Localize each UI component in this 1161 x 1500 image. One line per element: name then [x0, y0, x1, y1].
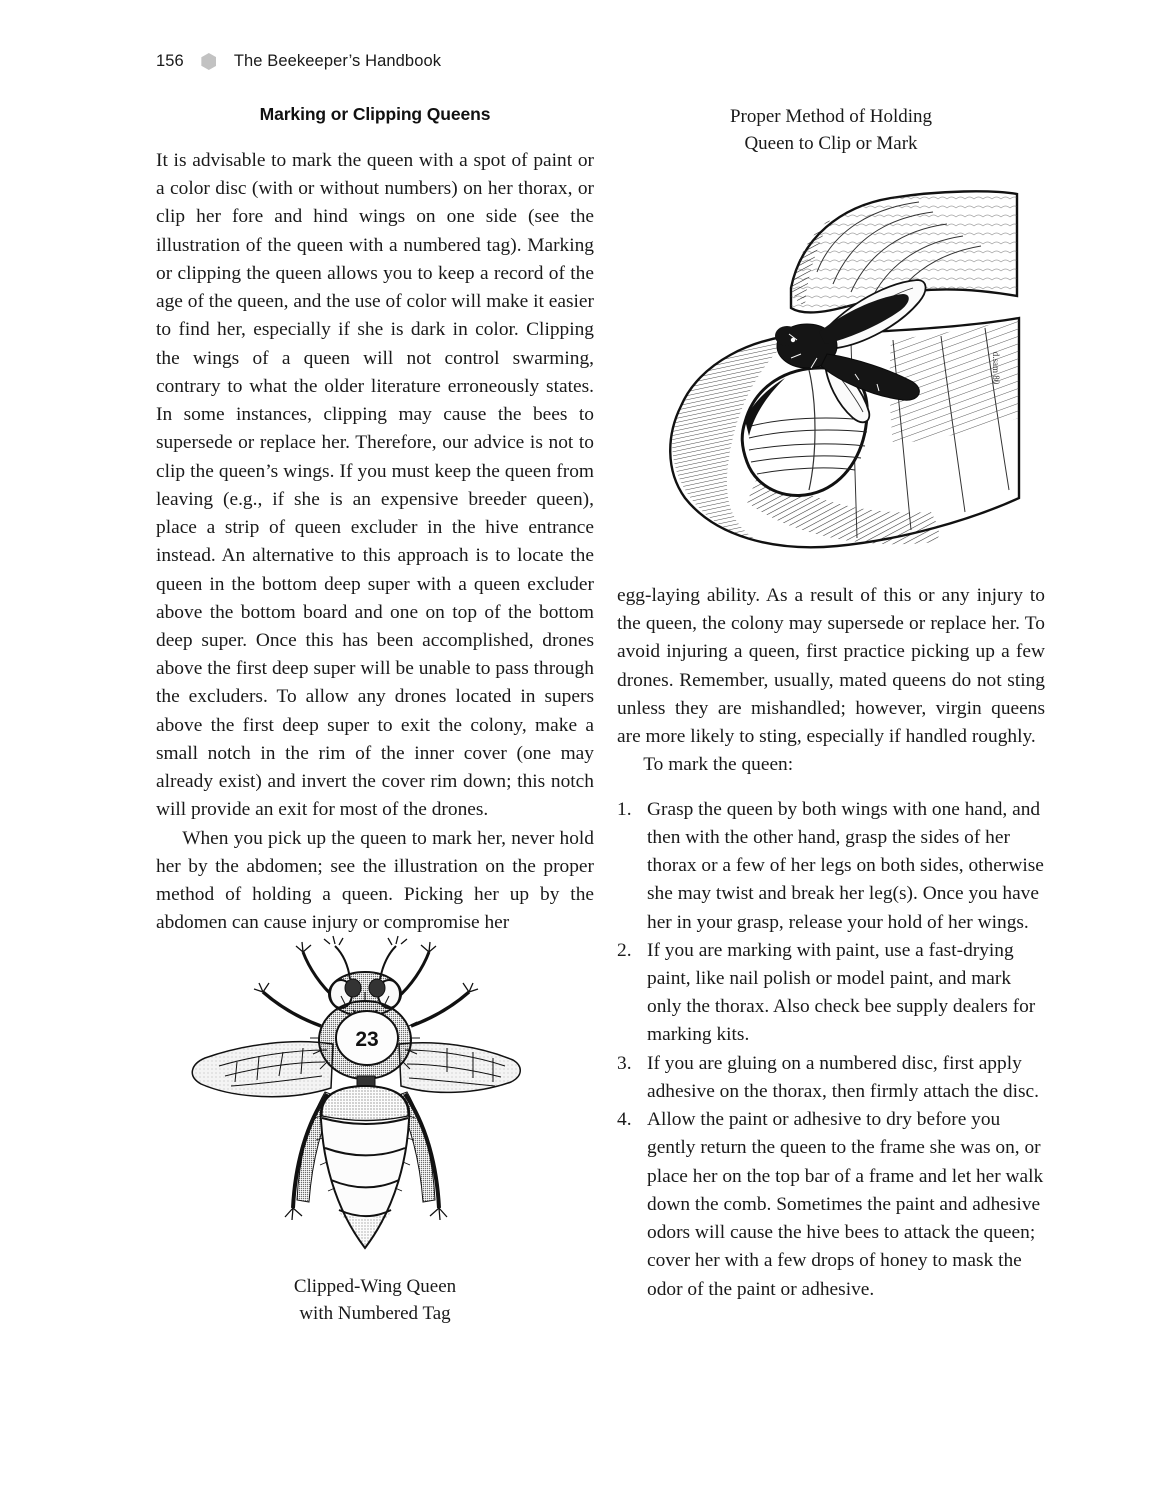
figure-clipped-wing-queen — [156, 916, 594, 1328]
running-head — [156, 52, 441, 71]
figure-hand-title-line2: Queen to Clip or Mark — [744, 132, 918, 154]
figure-bee-caption — [156, 1274, 594, 1328]
clipped-wing-queen-illustration — [175, 916, 575, 1266]
list-item: Grasp the queen by both wings with one hand, and then with the other hand, grasp the sides of her thorax or a few of her legs on both sides, otherwise she may twist and break her leg(s). Once you have her in your grasp, release your hold of her wings. — [647, 798, 1044, 933]
book-title: The Beekeeper’s Handbook — [233, 52, 442, 70]
figure-hand-title — [617, 104, 1045, 158]
list-item: If you are marking with paint, use a fast-drying paint, like nail polish or model paint, and mark only the thorax. Also check bee supply dealers for marking kits. — [647, 939, 1036, 1046]
right-column — [617, 104, 1045, 1304]
list-item: Allow the paint or adhesive to dry before you gently return the queen to the frame she was on, or place her on the top bar of a frame and let her walk down the comb. Sometimes the paint and adhesive odors will cause the hive bees to attack the queen; cover her with a few drops of honey to mask the odor of the paint or adhesive. — [647, 1109, 1044, 1300]
figure-bee-caption-line1: Clipped-Wing Queen — [293, 1276, 457, 1297]
tag-number: 23 — [355, 1028, 379, 1051]
figure-bee-caption-line2: with Numbered Tag — [299, 1302, 451, 1324]
figure-hand-title-line1: Proper Method of Holding — [729, 106, 933, 127]
list-item: If you are gluing on a numbered disc, first apply adhesive on the thorax, then firmly attach the disc. — [647, 1052, 1039, 1102]
left-paragraph-1: It is advisable to mark the queen with a spot of paint or a color disc (with or without numbers) on her thorax, or clip her fore and hind wings on one side (see the illustration of the queen with a numbered tag). Marking or clipping the queen allows you to keep a record of the age of the queen, and the use of color will make it easier to find her, especially if she is dark in color. Clipping the wings of a queen will not control swarming, contrary to what the older literature erroneously states. In some instances, clipping may cause the bees to supersede or replace her. Therefore, our advice is not to clip the queen’s wings. If you must keep the queen from leaving (e.g., if she is an expensive breeder queen), place a strip of queen excluder in the hive entrance instead. An alternative to this approach is to locate the queen in the bottom deep super with a queen excluder above the bottom board and one on top of the bottom deep super. Once this has been accomplished, drones above the first deep super will be unable to pass through the excluders. To allow any drones located in supers above the first deep super to exit the colony, make a small notch in the rim of the inner cover (one may already exist) and invert the cover rim down; this notch will provide an exit for most of the drones. — [156, 150, 594, 821]
left-paragraph-2: When you pick up the queen to mark her, never hold her by the abdomen; see the illustration on the proper method of holding a queen. Picking her up by the abdomen can cause injury or compromise her — [156, 827, 594, 934]
page-folio: 156 — [156, 52, 184, 70]
left-column — [156, 104, 594, 938]
artist-signature: d.sam 80 — [991, 351, 1001, 385]
section-title: Marking or Clipping Queens — [259, 104, 491, 124]
right-paragraph-1: egg-laying ability. As a result of this or any injury to the queen, the colony may supersede or replace her. To avoid injuring a queen, first practice picking up a few drones. Remember, usually, mated queens do not sting unless they are mishandled; however, virgin queens are more likely to sting, especially if handled roughly. — [617, 584, 1045, 748]
hexagon-icon — [184, 53, 234, 70]
right-paragraph-2: To mark the queen: — [643, 754, 794, 776]
mark-queen-steps — [617, 796, 1045, 1304]
hand-holding-queen-illustration — [641, 168, 1021, 568]
